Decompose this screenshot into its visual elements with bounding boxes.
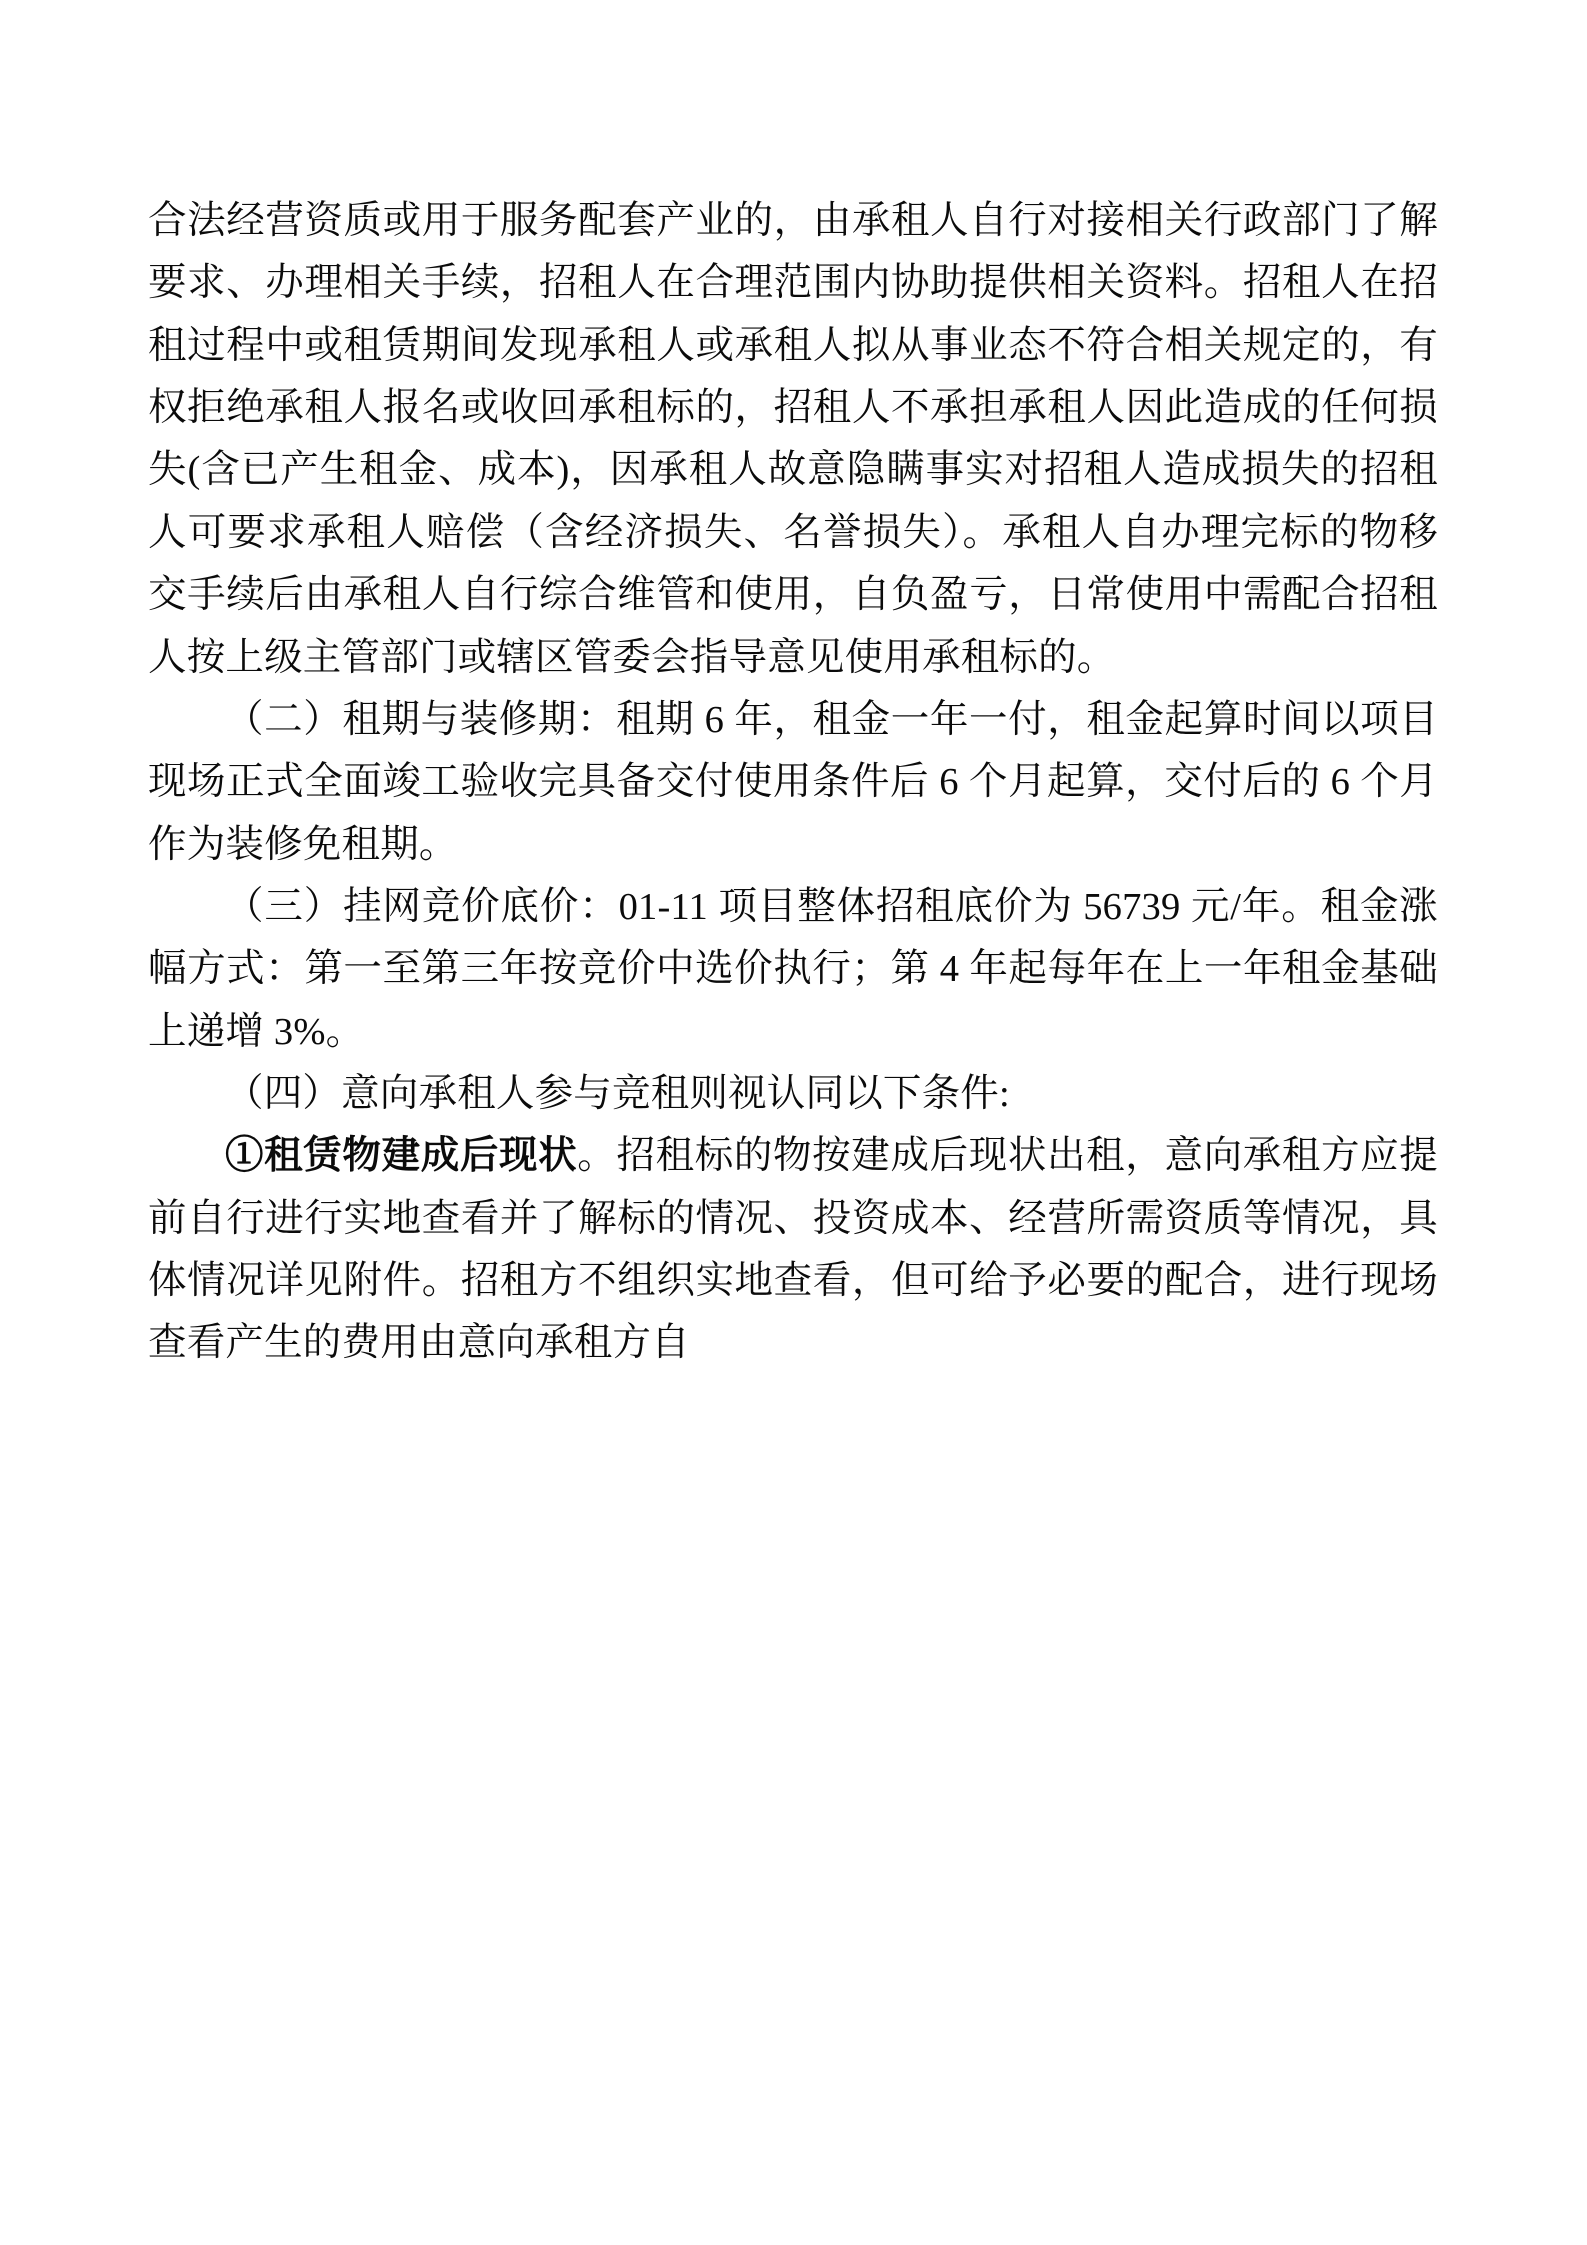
condition-one-heading: ①租赁物建成后现状 bbox=[225, 1135, 578, 1178]
paragraph-condition-one bbox=[148, 1125, 1438, 1374]
paragraph-lease-term: （二）租期与装修期：租期 6 年，租金一年一付，租金起算时间以项目现场正式全面竣工验收完具备交付使用条件后 6 个月起算，交付后的 6 个月作为装修免租期。 bbox=[148, 698, 1438, 866]
paragraph-scope-of-business: 合法经营资质或用于服务配套产业的，由承租人自行对接相关行政部门了解要求、办理相关手续，招租人在合理范围内协助提供相关资料。招租人在招租过程中或租赁期间发现承租人或承租人拟从事业态不符合相关规定的，有权拒绝承租人报名或收回承租标的，招租人不承担承租人因此造成的任何损失(含已产生租金、成本)，因承租人故意隐瞒事实对招租人造成损失的招租人可要求承租人赔偿（含经济损失、名誉损失）。承租人自办理完标的物移交手续后由承租人自行综合维管和使用，自负盈亏，日常使用中需配合招租人按上级主管部门或辖区管委会指导意见使用承租标的。 bbox=[148, 200, 1438, 679]
paragraph-conditions-intro: （四）意向承租人参与竞租则视认同以下条件: bbox=[225, 1073, 1010, 1116]
condition-one-text: 。招租标的物按建成后现状出租，意向承租方应提前自行进行实地查看并了解标的情况、投资成本、经营所需资质等情况，具体情况详见附件。招租方不组织实地查看，但可给予必要的配合，进行现场查看产生的费用由意向承租方自 bbox=[148, 1135, 1438, 1365]
document-body bbox=[148, 190, 1438, 1375]
paragraph-reserve-price: （三）挂网竞价底价：01-11 项目整体招租底价为 56739 元/年。租金涨幅方式：第一至第三年按竞价中选价执行；第 4 年起每年在上一年租金基础上递增 3%。 bbox=[148, 885, 1438, 1053]
